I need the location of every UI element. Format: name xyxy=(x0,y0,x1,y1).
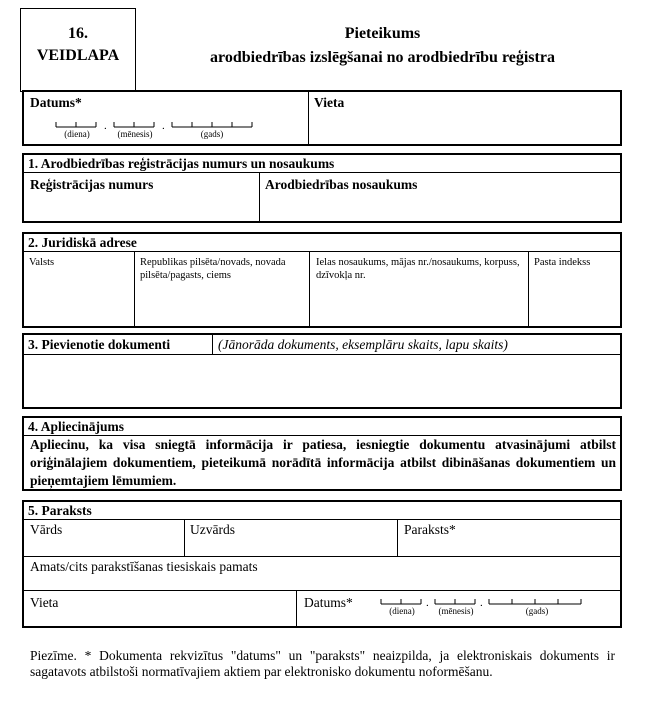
attached-documents-input[interactable] xyxy=(28,359,616,405)
reg-number-label: Reģistrācijas numurs xyxy=(30,177,154,192)
position-label: Amats/cits parakstīšanas tiesiskais pamats xyxy=(30,559,258,574)
country-label: Valsts xyxy=(29,257,55,268)
form-number-box xyxy=(20,8,136,92)
page-title xyxy=(140,22,625,70)
first-name-input[interactable] xyxy=(28,538,178,554)
section-5-header: 5. Paraksts xyxy=(24,502,620,520)
section-5 xyxy=(22,500,622,628)
section-3-header: 3. Pievienotie dokumenti xyxy=(28,337,171,352)
svg-text:.: . xyxy=(104,120,107,132)
date-day-caption: (diena) xyxy=(64,129,90,139)
sign-place-label: Vieta xyxy=(30,595,59,610)
last-name-input[interactable] xyxy=(188,538,392,554)
section-4-header: 4. Apliecinājums xyxy=(24,418,620,436)
reg-number-input[interactable] xyxy=(28,195,254,219)
title-line-2: arodbiedrības izslēgšanai no arodbiedrību reģistra xyxy=(210,49,555,66)
declaration-text: Apliecinu, ka visa sniegtā informācija ir patiesa, iesniegtie dokumentu atvasinājumi atbilst oriģinālajiem dokumentiem, pieteikumā norādītā informācija atbilst dibināšanas dokumentiem un pieņemtajiem lēmumiem. xyxy=(30,437,616,488)
place-input[interactable] xyxy=(314,112,614,142)
form-label: VEIDLAPA xyxy=(36,47,120,64)
section-4 xyxy=(22,416,622,491)
date-place-section xyxy=(22,90,622,146)
position-input[interactable] xyxy=(28,574,616,588)
svg-text:.: . xyxy=(426,597,429,609)
city-input[interactable] xyxy=(138,284,304,322)
street-input[interactable] xyxy=(314,284,524,322)
sign-date-label: Datums* xyxy=(304,595,353,610)
title-line-1: Pieteikums xyxy=(344,25,421,42)
section-3-hint: (Jānorāda dokuments, eksemplāru skaits, lapu skaits) xyxy=(218,337,508,352)
place-label: Vieta xyxy=(314,95,345,110)
union-name-input[interactable] xyxy=(264,195,614,219)
last-name-label: Uzvārds xyxy=(190,522,235,537)
section-1 xyxy=(22,153,622,223)
signature-label: Paraksts* xyxy=(404,522,456,537)
sign-date-field[interactable] xyxy=(379,595,619,625)
date-month-caption: (mēnesis) xyxy=(117,129,153,139)
date-label: Datums* xyxy=(30,95,82,110)
union-name-label: Arodbiedrības nosaukums xyxy=(265,177,418,192)
country-input[interactable] xyxy=(28,284,128,322)
svg-text:.: . xyxy=(480,597,483,609)
first-name-label: Vārds xyxy=(30,522,63,537)
section-1-header: 1. Arodbiedrības reģistrācijas numurs un nosaukums xyxy=(24,155,620,173)
city-label: Republikas pilsēta/novads, novada pilsēta/pagasts, ciems xyxy=(140,257,286,281)
footnote: Piezīme. * Dokumenta rekvizītus "datums" un "paraksts" neaizpilda, ja elektroniskais dokuments ir sagatavots atbilstoši normatīvajiem aktiem par elektronisko dokumentu noformēšanu. xyxy=(30,648,615,679)
street-label: Ielas nosaukums, mājas nr./nosaukums, korpuss, dzīvokļa nr. xyxy=(316,257,520,281)
form-number: 16. xyxy=(68,25,88,42)
postal-label: Pasta indekss xyxy=(534,257,591,268)
sign-date-year-caption: (gads) xyxy=(525,606,549,616)
section-3 xyxy=(22,333,622,409)
sign-date-month-caption: (mēnesis) xyxy=(438,606,474,616)
sign-place-input[interactable] xyxy=(28,610,290,624)
postal-input[interactable] xyxy=(532,284,616,322)
date-year-caption: (gads) xyxy=(200,129,224,139)
svg-text:.: . xyxy=(162,120,165,132)
sign-date-day-caption: (diena) xyxy=(389,606,415,616)
section-2-header: 2. Juridiskā adrese xyxy=(24,234,620,252)
section-2 xyxy=(22,232,622,328)
signature-input[interactable] xyxy=(402,538,616,554)
